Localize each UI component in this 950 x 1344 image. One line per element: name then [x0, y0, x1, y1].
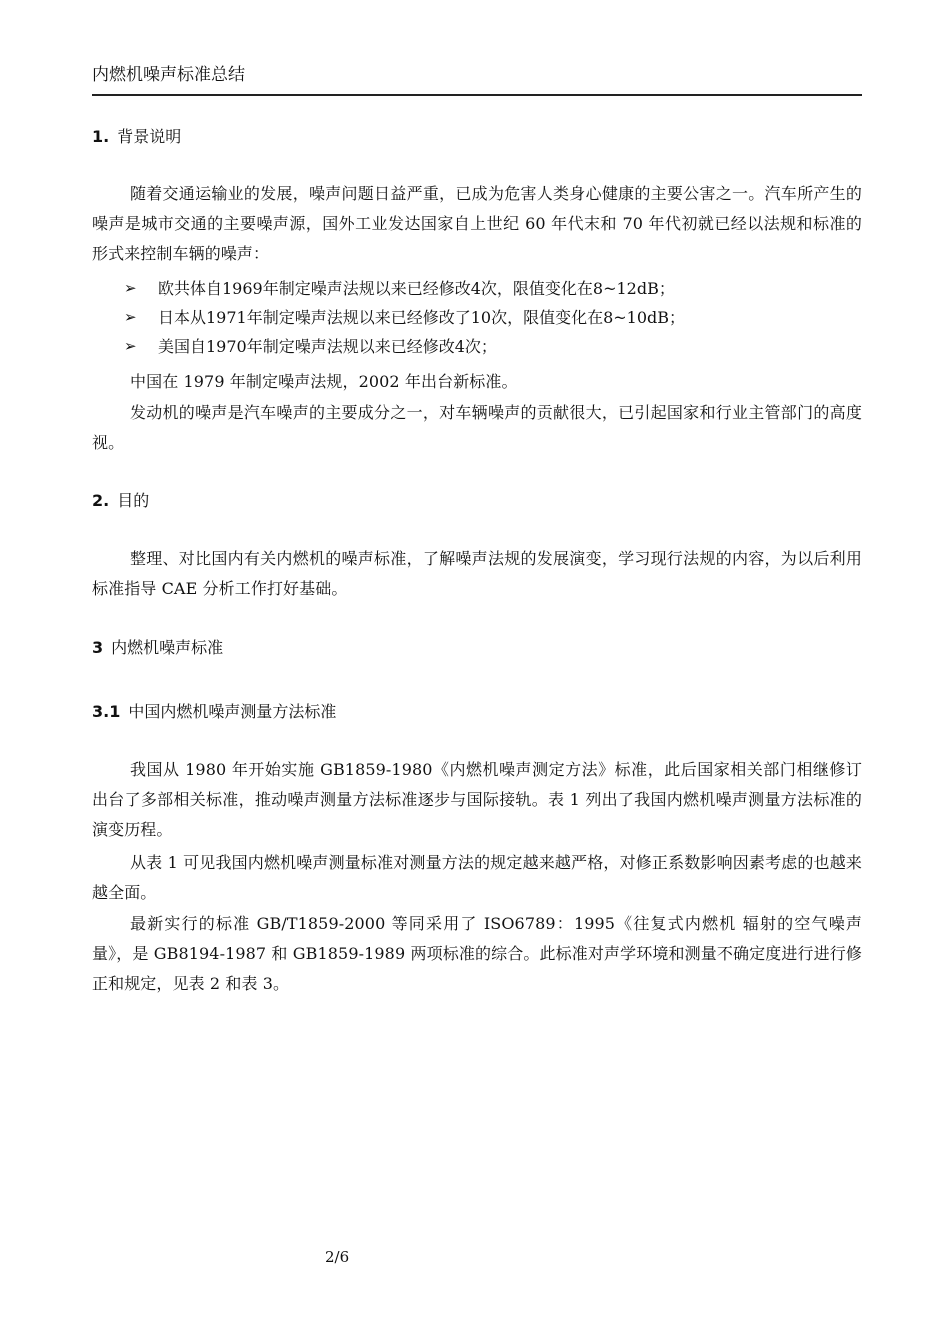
list-item	[124, 332, 824, 361]
section-1-heading	[92, 126, 181, 148]
section-1-paragraph-1: 随着交通运输业的发展，噪声问题日益严重，已成为危害人类身心健康的主要公害之一。汽车所产生的噪声是城市交通的主要噪声源，国外工业发达国家自上世纪 60 年代末和 70 年代初就已经以法规和标准的形式来控制车辆的噪声：	[92, 184, 862, 263]
section-1-number: 1.	[92, 127, 110, 146]
section-3-1-paragraph-3: 最新实行的标准 GB/T1859-2000 等同采用了 ISO6789：1995《往复式内燃机 辐射的空气噪声量》，是 GB8194-1987 和 GB1859-1989 两项标准的综合。此标准对声学环境和测量不确定度进行进行修正和规定，见表 2 和表 3。	[92, 914, 862, 993]
header-divider	[92, 94, 862, 96]
section-3-heading	[92, 637, 223, 659]
list-item	[124, 274, 824, 303]
section-3-1-number: 3.1	[92, 702, 121, 721]
section-3-number: 3	[92, 638, 104, 657]
section-3-1-heading	[92, 701, 336, 723]
section-3-title: 内燃机噪声标准	[111, 638, 224, 657]
section-3-1-paragraph-2: 从表 1 可见我国内燃机噪声测量标准对测量方法的规定越来越严格，对修正系数影响因素考虑的也越来越全面。	[92, 853, 862, 902]
page-header-title: 内燃机噪声标准总结	[92, 65, 245, 85]
section-2-title: 目的	[117, 491, 150, 510]
section-1-paragraph-2: 中国在 1979 年制定噪声法规，2002 年出台新标准。	[130, 372, 518, 391]
arrowhead-bullet-icon: ➢	[124, 279, 137, 297]
page-number: 2/6	[325, 1248, 350, 1266]
section-2-heading	[92, 490, 149, 512]
section-2-paragraph-1: 整理、对比国内有关内燃机的噪声标准，了解噪声法规的发展演变，学习现行法规的内容，为以后利用标准指导 CAE 分析工作打好基础。	[92, 549, 862, 598]
section-2-number: 2.	[92, 491, 110, 510]
noise-regulation-list	[124, 274, 824, 361]
list-item-text: 欧共体自1969年制定噪声法规以来已经修改4次，限值变化在8~12dB；	[158, 279, 675, 298]
section-3-1-title: 中国内燃机噪声测量方法标准	[128, 702, 337, 721]
arrowhead-bullet-icon: ➢	[124, 308, 137, 326]
section-1-paragraph-3: 发动机的噪声是汽车噪声的主要成分之一，对车辆噪声的贡献很大，已引起国家和行业主管部门的高度视。	[92, 403, 862, 452]
list-item-text: 美国自1970年制定噪声法规以来已经修改4次；	[158, 337, 497, 356]
list-item-text: 日本从1971年制定噪声法规以来已经修改了10次，限值变化在8~10dB；	[158, 308, 686, 327]
section-1-title: 背景说明	[117, 127, 182, 146]
list-item	[124, 303, 824, 332]
arrowhead-bullet-icon: ➢	[124, 337, 137, 355]
section-3-1-paragraph-1: 我国从 1980 年开始实施 GB1859-1980《内燃机噪声测定方法》标准，此后国家相关部门相继修订出台了多部相关标准，推动噪声测量方法标准逐步与国际接轨。表 1 列出了我国内燃机噪声测量方法标准的演变历程。	[92, 760, 862, 839]
